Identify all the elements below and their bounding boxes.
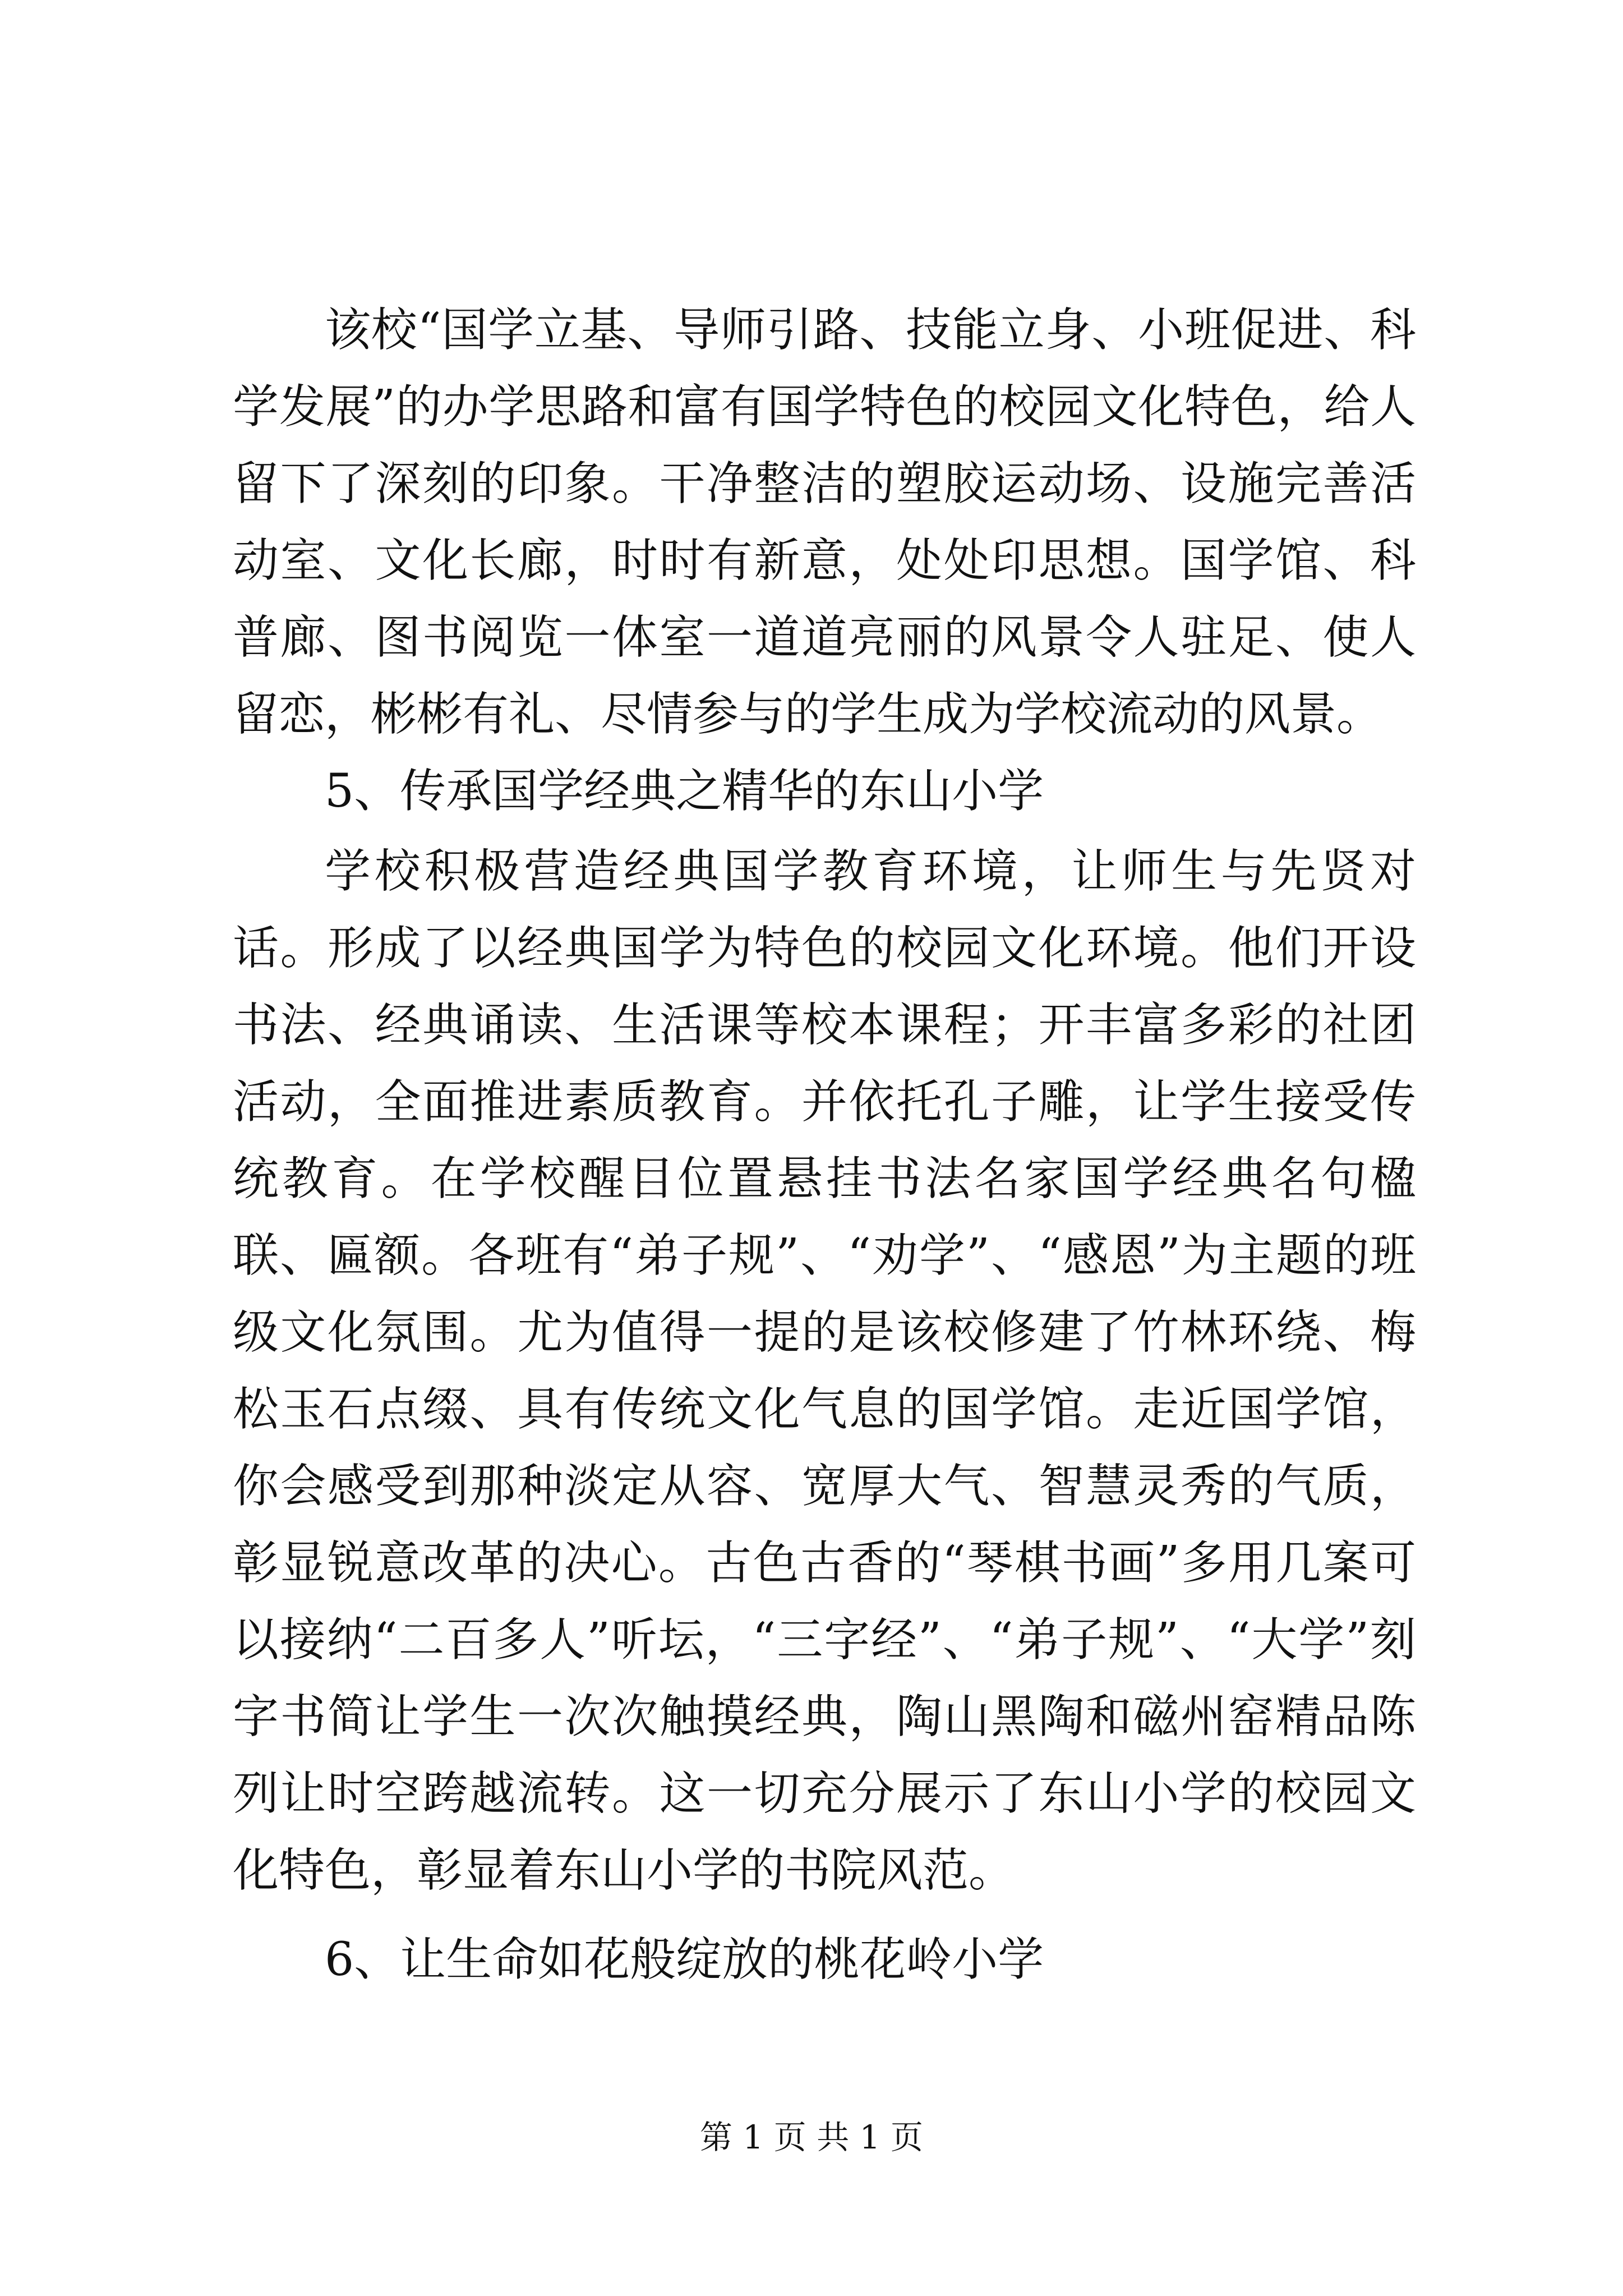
paragraph-school-culture: 该校“国学立基、导师引路、技能立身、小班促进、科学发展”的办学思路和富有国学特色的校园文化特色，给人留下了深刻的印象。干净整洁的塑胶运动场、设施完善活动室、文化长廊，时时有新意，处处印思想。国学馆、科普廊、图书阅览一体室一道道亮丽的风景令人驻足、使人留恋，彬彬有礼、尽情参与的学生成为学校流动的风景。 [233, 303, 1416, 741]
section-heading-5: 5、传承国学经典之精华的东山小学 [325, 765, 1044, 818]
page-number-footer: 第 1 页 共 1 页 [700, 2118, 923, 2156]
section-heading-6: 6、让生命如花般绽放的桃花岭小学 [325, 1933, 1044, 1986]
paragraph-dongshan-school: 学校积极营造经典国学教育环境，让师生与先贤对话。形成了以经典国学为特色的校园文化环境。他们开设书法、经典诵读、生活课等校本课程；开丰富多彩的社团活动，全面推进素质教育。并依托孔子雕，让学生接受传统教育。在学校醒目位置悬挂书法名家国学经典名句楹联、匾额。各班有“弟子规”、“劝学”、“感恩”为主题的班级文化氛围。尤为值得一提的是该校修建了竹林环绕、梅松玉石点缀、具有传统文化气息的国学馆。走近国学馆，你会感受到那种淡定从容、宽厚大气、智慧灵秀的气质，彰显锐意改革的决心。古色古香的“琴棋书画”多用几案可以接纳“二百多人”听坛，“三字经”、“弟子规”、“大学”刻字书简让学生一次次触摸经典，陶山黑陶和磁州窑精品陈列让时空跨越流转。这一切充分展示了东山小学的校园文化特色，彰显着东山小学的书院风范。 [233, 845, 1416, 1897]
document-body [233, 292, 1416, 1998]
